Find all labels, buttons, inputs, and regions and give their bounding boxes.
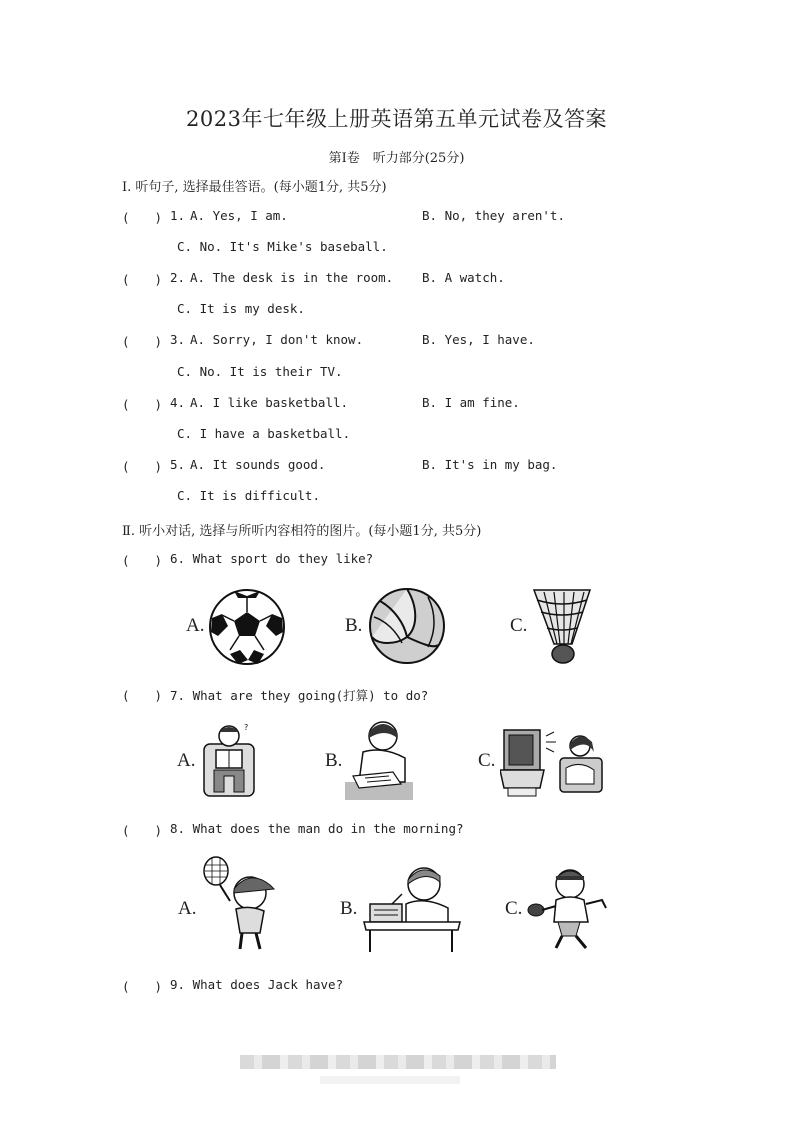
section-2-heading: Ⅱ. 听小对话, 选择与所听内容相符的图片。(每小题1分, 共5分) bbox=[122, 524, 482, 539]
answer-blank-5[interactable]: ( ) bbox=[122, 459, 163, 474]
q9-text: 9. What does Jack have? bbox=[170, 977, 344, 992]
q6-label-b: B. bbox=[345, 615, 363, 636]
q2-option-c: C. It is my desk. bbox=[177, 301, 305, 316]
volleyball-icon bbox=[368, 587, 446, 665]
q2-number: 2. bbox=[170, 270, 186, 285]
answer-blank-4[interactable]: ( ) bbox=[122, 397, 163, 412]
q7-label-c: C. bbox=[478, 750, 496, 771]
blurred-footer-watermark bbox=[240, 1055, 556, 1069]
q2-option-a: A. The desk is in the room. bbox=[190, 270, 394, 285]
q4-option-b: B. I am fine. bbox=[422, 395, 520, 410]
answer-blank-2[interactable]: ( ) bbox=[122, 272, 163, 287]
q2-option-b: B. A watch. bbox=[422, 270, 505, 285]
blurred-footer-watermark-2 bbox=[320, 1076, 460, 1084]
answer-blank-8[interactable]: ( ) bbox=[122, 823, 163, 838]
tennis-player-icon bbox=[200, 855, 278, 955]
q1-option-a: A. Yes, I am. bbox=[190, 208, 288, 223]
q8-label-b: B. bbox=[340, 898, 358, 919]
q6-label-c: C. bbox=[510, 615, 528, 636]
q1-option-c: C. No. It's Mike's baseball. bbox=[177, 239, 388, 254]
q6-text: 6. What sport do they like? bbox=[170, 551, 374, 566]
q3-option-a: A. Sorry, I don't know. bbox=[190, 332, 364, 347]
svg-text:?: ? bbox=[244, 723, 249, 732]
shuttlecock-icon bbox=[532, 586, 592, 666]
q8-label-a: A. bbox=[178, 898, 197, 919]
answer-blank-3[interactable]: ( ) bbox=[122, 334, 163, 349]
q5-option-b: B. It's in my bag. bbox=[422, 457, 558, 472]
watching-tv-icon bbox=[500, 724, 606, 798]
part-subtitle: 第Ⅰ卷 听力部分(25分) bbox=[328, 151, 465, 166]
q3-option-b: B. Yes, I have. bbox=[422, 332, 535, 347]
q1-number: 1. bbox=[170, 208, 186, 223]
person-reading-icon bbox=[200, 720, 258, 800]
answer-blank-6[interactable]: ( ) bbox=[122, 553, 163, 568]
soccer-ball-icon bbox=[208, 588, 286, 666]
q7-label-a: A. bbox=[177, 750, 196, 771]
q5-option-a: A. It sounds good. bbox=[190, 457, 326, 472]
q3-option-c: C. No. It is their TV. bbox=[177, 364, 343, 379]
section-1-heading: Ⅰ. 听句子, 选择最佳答语。(每小题1分, 共5分) bbox=[122, 180, 387, 195]
q6-label-a: A. bbox=[186, 615, 205, 636]
q4-number: 4. bbox=[170, 395, 186, 410]
q4-option-c: C. I have a basketball. bbox=[177, 426, 351, 441]
answer-blank-9[interactable]: ( ) bbox=[122, 979, 163, 994]
q4-option-a: A. I like basketball. bbox=[190, 395, 349, 410]
answer-blank-7[interactable]: ( ) bbox=[122, 688, 163, 703]
q3-number: 3. bbox=[170, 332, 186, 347]
person-writing-icon bbox=[345, 718, 413, 800]
person-at-desk-icon bbox=[362, 860, 462, 954]
q1-option-b: B. No, they aren't. bbox=[422, 208, 565, 223]
ping-pong-player-icon bbox=[526, 864, 612, 950]
q8-text: 8. What does the man do in the morning? bbox=[170, 821, 464, 836]
page-title: 2023年七年级上册英语第五单元试卷及答案 bbox=[186, 107, 607, 131]
q5-option-c: C. It is difficult. bbox=[177, 488, 320, 503]
q7-text: 7. What are they going(打算) to do? bbox=[170, 688, 429, 703]
q7-label-b: B. bbox=[325, 750, 343, 771]
q5-number: 5. bbox=[170, 457, 186, 472]
answer-blank-1[interactable]: ( ) bbox=[122, 210, 163, 225]
q8-label-c: C. bbox=[505, 898, 523, 919]
